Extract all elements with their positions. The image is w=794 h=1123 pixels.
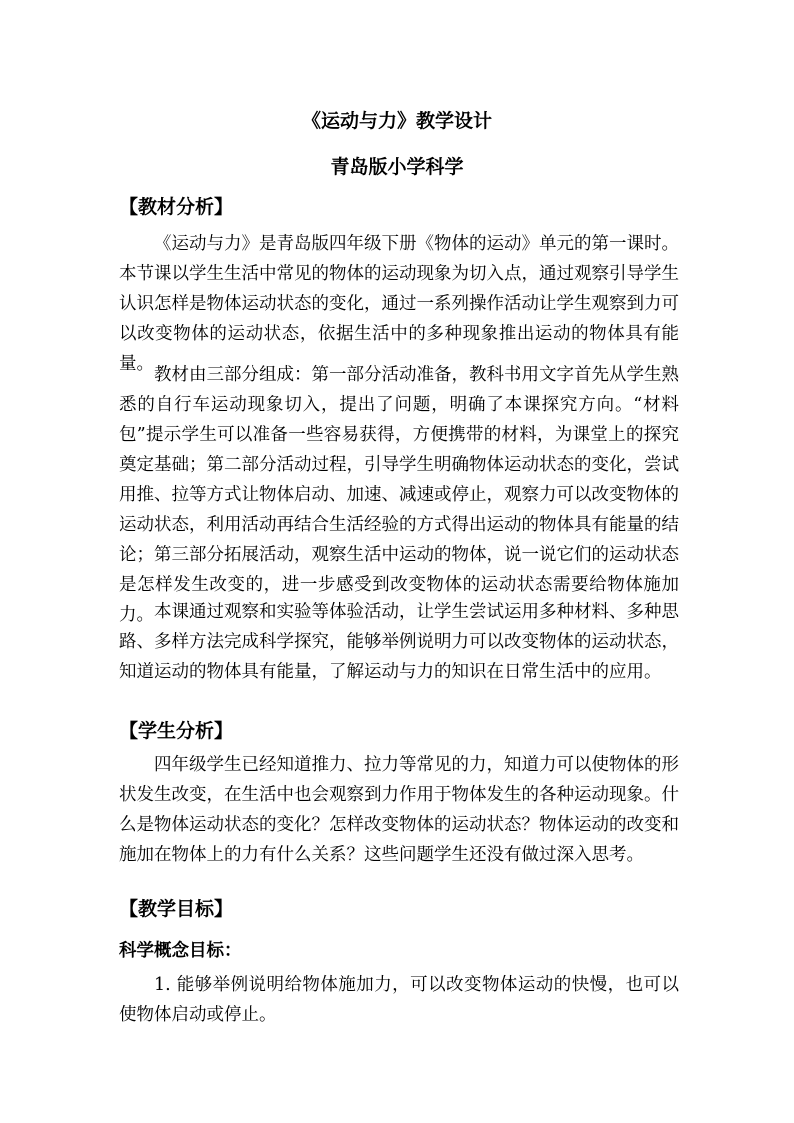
section-heading-teaching-objectives: 【教学目标】 [119,898,234,920]
subheading-science-concept-goals: 科学概念目标： [119,941,242,961]
paragraph-textbook-overview: 《运动与力》是青岛版四年级下册《物体的运动》单元的第一课时。本节课以学生生活中常见的物体的运动现象为切入点，通过观察引导学生认识怎样是物体运动状态的变化，通过一系列操作活动让学生观察到力可以改变物体的运动状态，依据生活中的多种现象推出运动的物体具有能量。 [119,234,679,374]
paragraph-objective-1: 1. 能够举例说明给物体施加力，可以改变物体运动的快慢，也可以使物体启动或停止。 [119,975,679,1025]
paragraph-student-analysis: 四年级学生已经知道推力、拉力等常见的力，知道力可以使物体的形状发生改变，在生活中也会观察到力作用于物体发生的各种运动现象。什么是物体运动状态的变化？怎样改变物体的运动状态？物体运动的改变和施加在物体上的力有什么关系？这些问题学生还没有做过深入思考。 [119,755,679,865]
paragraph-textbook-goals: 本课通过观察和实验等体验活动，让学生尝试运用多种材料、多种思路、多样方法完成科学探究，能够举例说明力可以改变物体的运动状态，知道运动的物体具有能量，了解运动与力的知识在日常生活中的应用。 [119,602,679,682]
section-heading-textbook-analysis: 【教材分析】 [119,196,234,218]
document-subtitle: 青岛版小学科学 [330,156,464,178]
document-title: 《运动与力》教学设计 [301,110,492,132]
section-heading-student-analysis: 【学生分析】 [119,720,234,742]
paragraph-textbook-structure: 教材由三部分组成：第一部分活动准备，教科书用文字首先从学生熟悉的自行车运动现象切入，提出了问题，明确了本课探究方向。“材料包”提示学生可以准备一些容易获得，方便携带的材料，为课堂上的探究奠定基础；第二部分活动过程，引导学生明确物体运动状态的变化，尝试用推、拉等方式让物体启动、加速、减速或停止，观察力可以改变物体的运动状态，利用活动再结合生活经验的方式得出运动的物体具有能量的结论；第三部分拓展活动，观察生活中运动的物体，说一说它们的运动状态是怎样发生改变的，进一步感受到改变物体的运动状态需要给物体施加力。 [119,365,679,625]
